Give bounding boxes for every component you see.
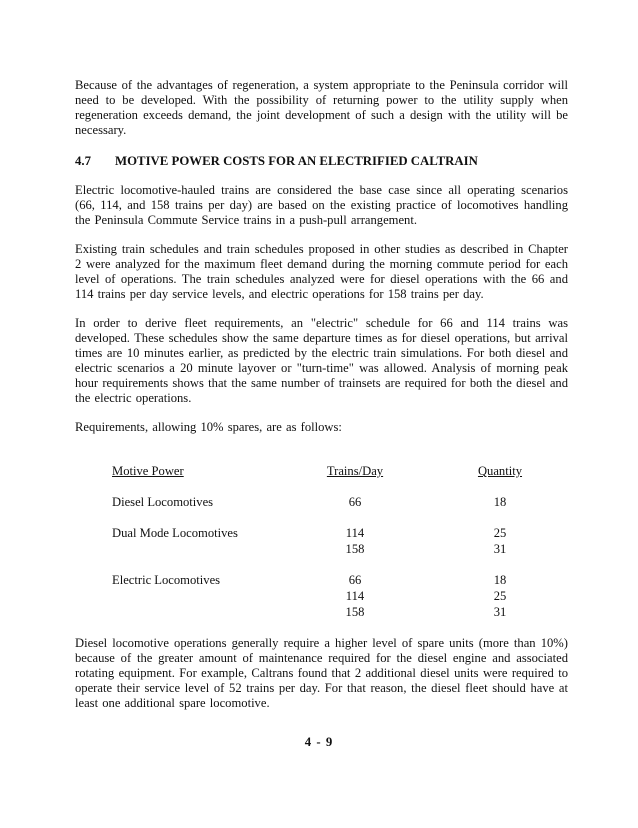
paragraph-base-case: Electric locomotive-hauled trains are considered the base case since all operating scenarios (66, 114, and 158 trains per day) are based on the existing practice of locomotives handling the Peninsula Commute Service trains in a push-pull arrangement. <box>75 183 568 227</box>
cell-quantity: 18 25 31 <box>493 573 507 619</box>
cell-motive-power: Electric Locomotives <box>112 573 221 587</box>
intro-paragraph: Because of the advantages of regeneration, a system appropriate to the Peninsula corridor will need to be developed. With the possibility of returning power to the utility supply when regeneration exceeds demand, the joint development of such a design with the utility will be necessary. <box>75 78 568 137</box>
table-row-diesel <box>75 494 568 510</box>
section-number: 4.7 <box>75 154 91 168</box>
cell-trains-per-day: 114 158 <box>345 526 365 556</box>
closing-paragraph: Diesel locomotive operations generally require a higher level of spare units (more than 10%) because of the greater amount of maintenance required for the diesel engine and associated rotating equipment. For example, Caltrans found that 2 additional diesel units were required to operate their service level of 52 trains per day. For that reason, the diesel fleet should have at least one additional spare locomotive. <box>75 636 568 710</box>
cell-trains-per-day: 66 114 158 <box>345 573 365 619</box>
cell-quantity: 25 31 <box>493 526 507 556</box>
paragraph-requirements-intro: Requirements, allowing 10% spares, are as follows: <box>75 420 342 434</box>
table-header-row <box>75 463 568 479</box>
header-motive-power: Motive Power <box>112 464 184 478</box>
section-title: MOTIVE POWER COSTS FOR AN ELECTRIFIED CALTRAIN <box>115 154 478 168</box>
header-trains-per-day: Trains/Day <box>326 464 384 478</box>
cell-quantity: 18 <box>493 495 507 509</box>
cell-motive-power: Diesel Locomotives <box>112 495 214 509</box>
paragraph-train-schedules: Existing train schedules and train schedules proposed in other studies as described in Chapter 2 were analyzed for the maximum fleet demand during the morning commute period for each level of operations. The train schedules analyzed were for diesel operations with the 66 and 114 trains per day service levels, and electric operations for 158 trains per day. <box>75 242 568 301</box>
table-row-dual-mode <box>75 525 568 557</box>
cell-trains-per-day: 66 <box>348 495 362 509</box>
header-quantity: Quantity <box>477 464 523 478</box>
paragraph-fleet-requirements: In order to derive fleet requirements, an "electric" schedule for 66 and 114 trains was developed. These schedules show the same departure times as for diesel operations, but arrival times are 10 minutes earlier, as predicted by the electric train simulations. For both diesel and electric scenarios a 20 minute layover or "turn-time" was allowed. Analysis of morning peak hour requirements shows that the same number of trainsets are required for both the diesel and the electric operations. <box>75 316 568 405</box>
page-number: 4 - 9 <box>304 735 334 749</box>
fleet-requirements-table <box>75 463 568 620</box>
cell-motive-power: Dual Mode Locomotives <box>112 526 238 540</box>
section-heading <box>75 154 568 169</box>
table-row-electric <box>75 572 568 620</box>
